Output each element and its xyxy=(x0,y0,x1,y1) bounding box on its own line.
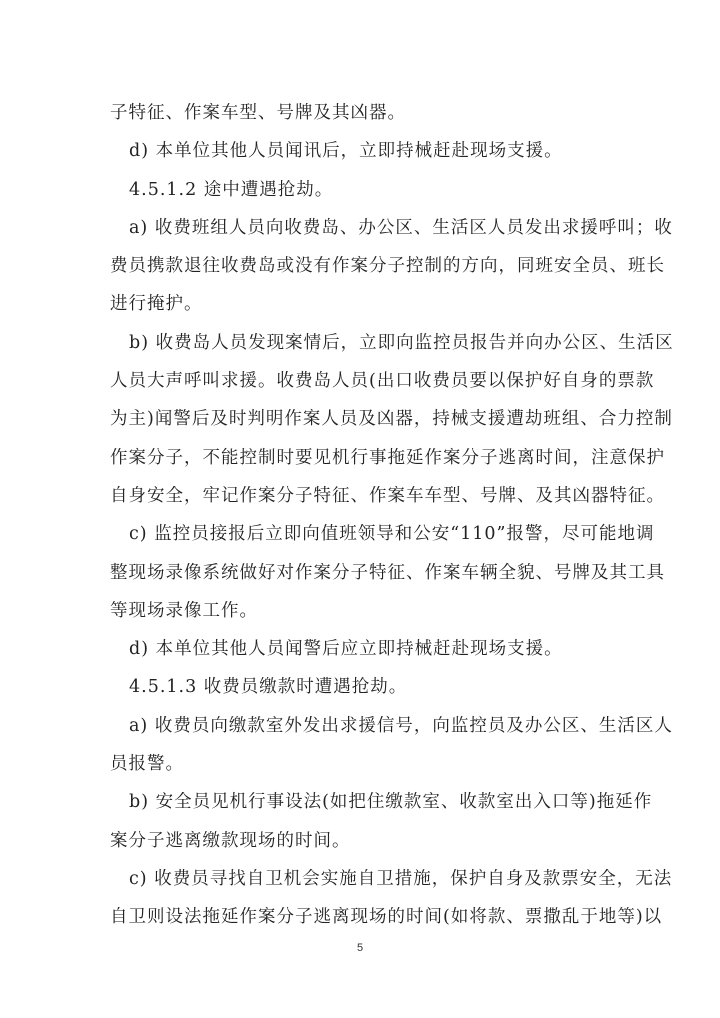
text-line: 作案分子，不能控制时要见机行事拖延作案分子逃离时间，注意保护 xyxy=(110,447,665,468)
page-number: 5 xyxy=(356,942,364,954)
text-line: 等现场录像工作。 xyxy=(110,600,258,621)
text-line: a) 收费班组人员向收费岛、办公区、生活区人员发出求援呼叫；收 xyxy=(129,217,673,238)
text-line: d) 本单位其他人员闻讯后，立即持械赶赴现场支援。 xyxy=(129,141,563,162)
text-line: 4.5.1.2 途中遭遇抢劫。 xyxy=(129,179,334,200)
text-line: 整现场录像系统做好对作案分子特征、作案车辆全貌、号牌及其工具 xyxy=(110,562,665,583)
text-line: a) 收费员向缴款室外发出求援信号，向监控员及办公区、生活区人 xyxy=(129,715,673,736)
text-line: 自卫则设法拖延作案分子逃离现场的时间(如将款、票撒乱于地等)以 xyxy=(110,907,663,928)
text-line: 案分子逃离缴款现场的时间。 xyxy=(110,830,351,851)
text-line: 为主)闻警后及时判明作案人员及凶器，持械支援遭劫班组、合力控制 xyxy=(110,409,673,430)
text-line: 进行掩护。 xyxy=(110,294,203,315)
text-line: d) 本单位其他人员闻警后应立即持械赶赴现场支援。 xyxy=(129,639,563,660)
text-line: 员报警。 xyxy=(110,754,184,775)
text-line: b) 安全员见机行事设法(如把住缴款室、收款室出入口等)拖延作 xyxy=(129,792,653,813)
text-line: 费员携款退往收费岛或没有作案分子控制的方向，同班安全员、班长 xyxy=(110,256,665,277)
text-line: 人员大声呼叫求援。收费岛人员(出口收费员要以保护好自身的票款 xyxy=(110,371,655,392)
text-line: 子特征、作案车型、号牌及其凶器。 xyxy=(110,103,406,123)
text-line: 自身安全，牢记作案分子特征、作案车车型、号牌、及其凶器特征。 xyxy=(110,485,665,506)
text-line: b) 收费岛人员发现案情后，立即向监控员报告并向办公区、生活区 xyxy=(129,332,674,353)
body-text xyxy=(110,94,674,937)
text-line: 4.5.1.3 收费员缴款时遭遇抢劫。 xyxy=(129,677,408,698)
text-line: c) 监控员接报后立即向值班领导和公安“110”报警，尽可能地调 xyxy=(129,524,655,545)
text-line: c) 收费员寻找自卫机会实施自卫措施，保护自身及款票安全，无法 xyxy=(129,868,673,889)
